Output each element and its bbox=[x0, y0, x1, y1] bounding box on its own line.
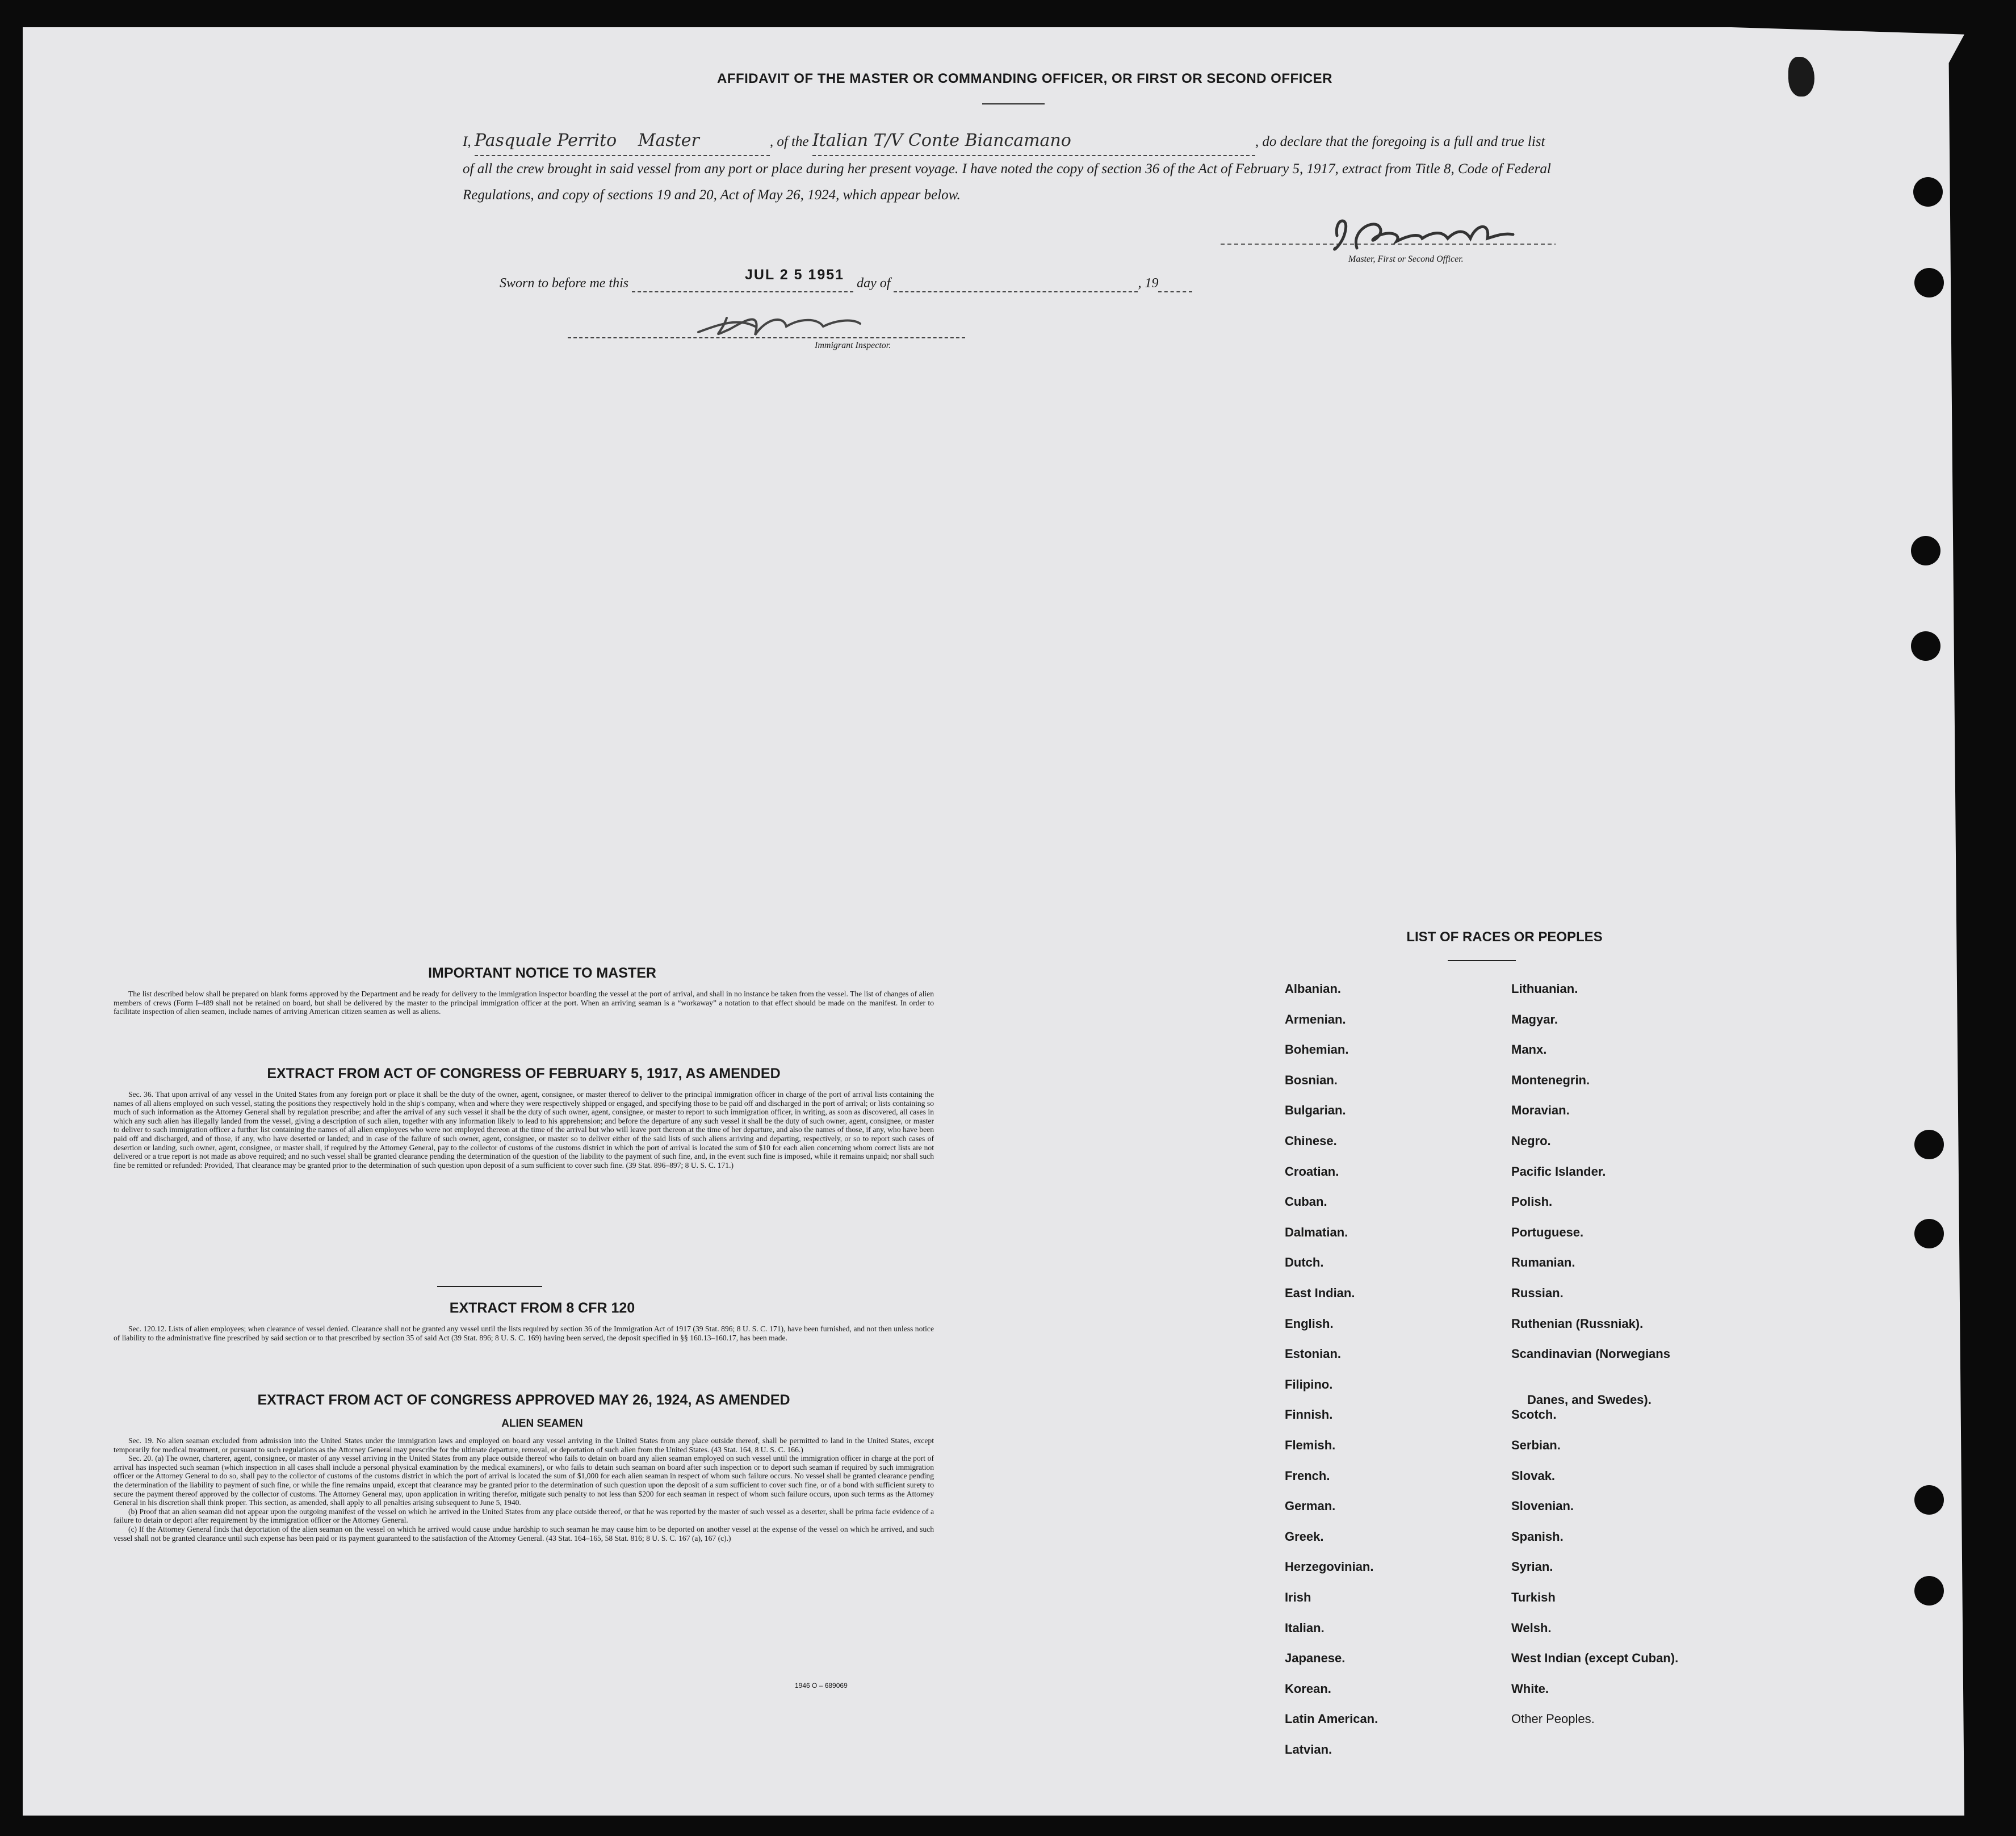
extract-1924-text bbox=[114, 1436, 934, 1542]
day-of-label: day of bbox=[857, 276, 891, 291]
extract-cfr-title: EXTRACT FROM 8 CFR 120 bbox=[449, 1300, 635, 1316]
affidavit-body: that the foregoing is a full and true list of all the crew brought in said vessel from any port or place during her present voyage. I have noted the copy of section 36 of the Act of February 5, 1917, extract from Title 8, Code of Federal Regulations, and copy of sections 19 and 20, Act of May 26, 1924, which appear below. bbox=[463, 134, 1551, 203]
race-item: Portuguese. bbox=[1511, 1225, 1584, 1239]
race-item: Lithuanian. bbox=[1511, 982, 1578, 996]
master-name: Pasquale Perrito bbox=[474, 131, 617, 150]
of-the-label: , of the bbox=[769, 134, 809, 149]
race-item: Scandinavian (Norwegians bbox=[1511, 1347, 1670, 1361]
inspector-signature-line bbox=[568, 337, 965, 338]
race-item: Greek. bbox=[1285, 1529, 1324, 1544]
race-item: Bulgarian. bbox=[1285, 1103, 1346, 1118]
race-item: Latin American. bbox=[1285, 1712, 1378, 1726]
race-item: Montenegrin. bbox=[1511, 1072, 1590, 1087]
punch-hole bbox=[1914, 1576, 1944, 1606]
do-declare-label: , do declare bbox=[1255, 134, 1322, 149]
punch-hole bbox=[1911, 536, 1940, 565]
race-item: Syrian. bbox=[1511, 1560, 1553, 1574]
races-divider bbox=[1448, 960, 1516, 961]
inspector-signature bbox=[687, 301, 869, 346]
master-rank: Master bbox=[638, 131, 699, 150]
inspector-label: Immigrant Inspector. bbox=[815, 341, 891, 350]
race-item: Bosnian. bbox=[1285, 1072, 1338, 1087]
punch-hole bbox=[1914, 1219, 1944, 1248]
section-20b-paragraph: (b) Proof that an alien seaman did not appear upon the outgoing manifest of the vessel on which he arrived in the United States from any place outside thereof, or that he was reported by the master of such vessel as a deserter, shall be prima facie evidence of a failure to detain or deport after requirement by the immigration officer or the Attorney General. bbox=[114, 1507, 934, 1525]
race-item: Turkish bbox=[1511, 1590, 1556, 1604]
race-item: Moravian. bbox=[1511, 1103, 1570, 1118]
race-item: Ruthenian (Russniak). bbox=[1511, 1316, 1644, 1331]
notice-paragraph: The list described below shall be prepared on blank forms approved by the Department and be ready for delivery to the immigration inspector boarding the vessel at the port of arrival, and shall in no instance be taken from the vessel. The list of changes of alien members of crews (Form I–489 shall not be retained on board, but shall be delivered by the master to the principal immigration officer at the port. When an arriving seaman is a “workaway” a notation to that effect should be made on the manifest. In order to facilitate inspection of alien seamen, include names of arriving American citizen seamen as well as aliens. bbox=[114, 990, 934, 1016]
vessel-name: Italian T/V Conte Biancamano bbox=[812, 131, 1071, 150]
race-item: Dalmatian. bbox=[1285, 1225, 1348, 1239]
affidavit-title: AFFIDAVIT OF THE MASTER OR COMMANDING OFFICER, OR FIRST OR SECOND OFFICER bbox=[716, 71, 1333, 86]
punch-hole bbox=[1911, 631, 1940, 661]
section-20a-paragraph: Sec. 20. (a) The owner, charterer, agent, consignee, or master of any vessel arriving in the United States from any place outside thereof who fails to detain on board any alien seaman employed on such vessel until the immigration officer in charge at the port of arrival has inspected such seaman (which inspection in all cases shall include a personal physical examination by the medical examiners), or who fails to detain such seaman on board after such inspection or to deport such seaman if required by such immigration officer or the Attorney General to do so, shall pay to the collector of customs of the customs district in which the port of arrival is located the sum of $1,000 for each alien seaman in respect of whom such failure occurs. No vessel shall be granted clearance pending the determination of the liability to payment of such fine, or while the fine remains unpaid, except that clearance may be granted prior to the determination of such question upon the deposit of a sum sufficient to cover such fine, or of a bond with sufficient surety to secure the payment thereof approved by the collector of customs. The Attorney General may, upon application in writing therefor, mitigate such penalty to not less than $200 for each seaman in respect of whom such failure occurs, upon such terms as the Attorney General in his discretion shall think proper. This section, as amended, shall apply to all penalties arising subsequent to June 5, 1940. bbox=[114, 1454, 934, 1507]
race-item: White. bbox=[1511, 1681, 1549, 1696]
master-signature-label: Master, First or Second Officer. bbox=[1348, 254, 1464, 264]
race-item: Albanian. bbox=[1285, 982, 1342, 996]
races-title: LIST OF RACES OR PEOPLES bbox=[1406, 929, 1603, 945]
form-code: 1946 O – 689069 bbox=[795, 1682, 848, 1690]
race-item: Irish bbox=[1285, 1590, 1311, 1604]
race-item: Dutch. bbox=[1285, 1255, 1324, 1270]
race-item: Armenian. bbox=[1285, 1012, 1346, 1026]
form-page bbox=[23, 27, 1964, 1816]
punch-hole bbox=[1914, 1130, 1944, 1159]
race-item: Pacific Islander. bbox=[1511, 1164, 1606, 1179]
sworn-line bbox=[500, 276, 1294, 292]
race-item: Serbian. bbox=[1511, 1438, 1561, 1452]
race-item: Flemish. bbox=[1285, 1438, 1336, 1452]
race-item: Other Peoples. bbox=[1511, 1712, 1595, 1726]
notice-title: IMPORTANT NOTICE TO MASTER bbox=[428, 965, 656, 981]
race-item: Polish. bbox=[1511, 1194, 1553, 1209]
punch-hole bbox=[1914, 268, 1944, 297]
title-divider bbox=[982, 103, 1045, 104]
race-item: Welsh. bbox=[1511, 1620, 1552, 1635]
race-item: Japanese. bbox=[1285, 1651, 1346, 1666]
extract-1924-title: EXTRACT FROM ACT OF CONGRESS APPROVED MAY 26, 1924, AS AMENDED bbox=[257, 1392, 790, 1408]
race-item: German. bbox=[1285, 1499, 1336, 1514]
race-item: Danes, and Swedes). bbox=[1527, 1392, 1652, 1407]
section-120-paragraph: Sec. 120.12. Lists of alien employees; when clearance of vessel denied. Clearance shall not be granted any vessel until the lists required by section 36 of the Immigration Act of 1917 (39 Stat. 896; 8 U. S. C. 171), have been furnished, and not then unless notice of liability to the administrative fine prescribed by said section or to that prescribed by section 35 of said Act (39 Stat. 896; 8 U. S. C. 169) having been served, the deposit specified in §§ 160.13–160.17, has been made. bbox=[114, 1324, 934, 1342]
extract-cfr-text bbox=[114, 1324, 934, 1342]
race-item: Italian. bbox=[1285, 1620, 1325, 1635]
punch-hole bbox=[1913, 177, 1943, 207]
race-item: English. bbox=[1285, 1316, 1334, 1331]
affidavit-text bbox=[463, 128, 1558, 208]
race-item: West Indian (except Cuban). bbox=[1511, 1651, 1679, 1666]
race-item: Negro. bbox=[1511, 1134, 1551, 1148]
race-item: Russian. bbox=[1511, 1286, 1564, 1300]
sworn-prefix: Sworn to before me this bbox=[500, 276, 629, 291]
race-item: Scotch. bbox=[1511, 1407, 1557, 1422]
section-36-paragraph: Sec. 36. That upon arrival of any vessel in the United States from any foreign port or place it shall be the duty of the owner, agent, consignee, or master thereof to deliver to the principal immigration officer in charge of the port of arrival lists containing the names of all aliens employed on such vessel, stating the positions they respectively hold in the ship's company, when and where they were respectively shipped or engaged, and specifying those to be paid off and discharged in the port of arrival; or lists containing so much of such information as the Attorney General shall by regulation prescribe; and after the arrival of any such vessel it shall be the duty of such owner, agent, consignee, or master to report to such immigration officer, in writing, as soon as discovered, all cases in which any such alien has illegally landed from the vessel, giving a description of such alien, together with any information likely to lead to his apprehension; and before the departure of any such vessel it shall be the duty of such owner, agent, consignee, or master to deliver to such immigration officer a further list containing the names of all alien employees who were not employed thereon at the time of the arrival but who will leave port thereon at the time of her departure, and also the names of those, if any, who have been paid off and discharged, and of those, if any, who have deserted or landed; and in case of the failure of such owner, agent, consignee, or master so to deliver either of the said lists of such aliens arriving and departing, respectively, or so to report such cases of desertion or landing, such owner, agent, consignee, or master shall, if required by the Attorney General, pay to the collector of customs of the customs district in which the port of arrival is located the sum of $10 for each alien concerning whom correct lists are not delivered or a true report is not made as above required; and no such vessel shall be granted clearance pending the determination of the question of the liability to the payment of such fine, and, in the event such fine is imposed, while it remains unpaid; nor shall such fine be remitted or refunded: Provided, That clearance may be granted prior to the determination of such question upon deposit of a sum sufficient to cover such fine. (39 Stat. 896–897; 8 U. S. C. 171.) bbox=[114, 1090, 934, 1169]
section-divider bbox=[437, 1286, 542, 1287]
race-item: Slovenian. bbox=[1511, 1499, 1574, 1514]
race-item: Croatian. bbox=[1285, 1164, 1339, 1179]
alien-seamen-subtitle: ALIEN SEAMEN bbox=[501, 1418, 583, 1430]
race-item: Latvian. bbox=[1285, 1742, 1332, 1757]
affidavit-i: I, bbox=[463, 134, 471, 149]
race-item: Spanish. bbox=[1511, 1529, 1564, 1544]
race-item: Magyar. bbox=[1511, 1012, 1558, 1026]
punch-hole bbox=[1914, 1485, 1944, 1515]
race-item: Slovak. bbox=[1511, 1468, 1556, 1483]
race-item: Filipino. bbox=[1285, 1377, 1333, 1391]
race-item: East Indian. bbox=[1285, 1286, 1355, 1300]
year-prefix: , 19 bbox=[1138, 276, 1159, 291]
race-item: Finnish. bbox=[1285, 1407, 1333, 1422]
race-item: Cuban. bbox=[1285, 1194, 1327, 1209]
notice-text bbox=[114, 990, 934, 1016]
race-item: Rumanian. bbox=[1511, 1255, 1575, 1270]
section-20c-paragraph: (c) If the Attorney General finds that deportation of the alien seaman on the vessel on which he arrived would cause undue hardship to such seaman he may cause him to be deported on another vessel at the expense of the vessel on which he arrived, and such vessel shall not be granted clearance until such expense has been paid or its payment guaranteed to the satisfaction of the Attorney General. (43 Stat. 164–165, 58 Stat. 816; 8 U. S. C. 167 (a), 167 (c).) bbox=[114, 1524, 934, 1542]
race-item: French. bbox=[1285, 1468, 1330, 1483]
section-19-paragraph: Sec. 19. No alien seaman excluded from admission into the United States under the immigration laws and employed on board any vessel arriving in the United States from any place outside thereof, shall be permitted to land in the United States, except temporarily for medical treatment, or pursuant to such regulations as the Attorney General may prescribe for the ultimate departure, removal, or deportation of such alien from the United States. (43 Stat. 164, 8 U. S. C. 166.) bbox=[114, 1436, 934, 1454]
sworn-date-stamp: JUL 2 5 1951 bbox=[745, 267, 845, 283]
race-item: Herzegovinian. bbox=[1285, 1560, 1374, 1574]
race-item: Estonian. bbox=[1285, 1347, 1342, 1361]
race-item: Bohemian. bbox=[1285, 1042, 1349, 1057]
race-item: Chinese. bbox=[1285, 1134, 1337, 1148]
race-item: Korean. bbox=[1285, 1681, 1331, 1696]
race-item: Manx. bbox=[1511, 1042, 1547, 1057]
extract-1917-title: EXTRACT FROM ACT OF CONGRESS OF FEBRUARY 5, 1917, AS AMENDED bbox=[267, 1066, 781, 1082]
extract-1917-text bbox=[114, 1090, 934, 1169]
